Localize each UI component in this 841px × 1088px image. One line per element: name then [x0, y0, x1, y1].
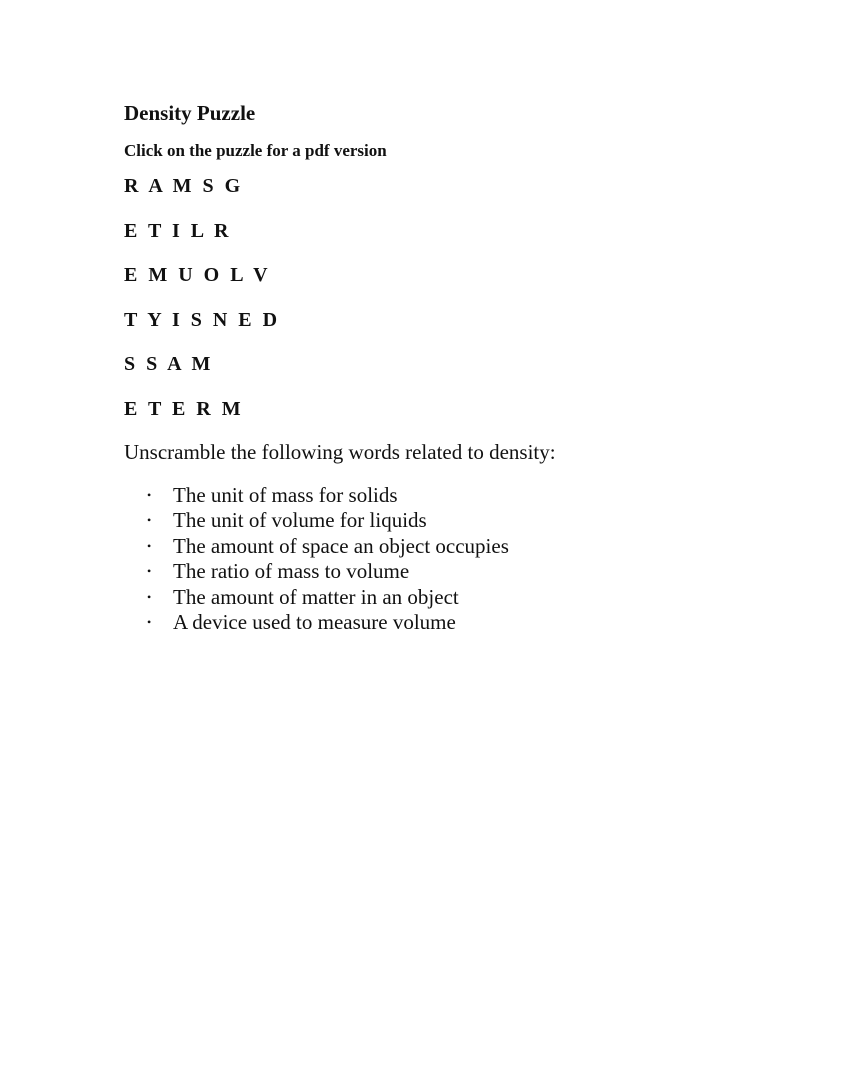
clue-item [124, 559, 764, 584]
clue-text: The ratio of mass to volume [173, 559, 410, 584]
bullet-icon: • [147, 488, 152, 502]
clue-text: The unit of volume for liquids [173, 508, 427, 533]
page-title: Density Puzzle [124, 101, 256, 125]
pdf-version-link-text[interactable]: Click on the puzzle for a pdf version [124, 141, 387, 160]
bullet-icon: • [147, 538, 152, 553]
clue-item [124, 508, 764, 533]
scrambled-word: T Y I S N E D [124, 308, 281, 331]
scrambled-word: S S A M [124, 353, 214, 375]
clue-text: The amount of space an object occupies [173, 533, 509, 558]
clue-item [124, 585, 764, 610]
bullet-icon: • [147, 564, 152, 579]
clue-item [124, 610, 764, 635]
instructions-text: Unscramble the following words related to density: [124, 440, 556, 464]
clue-text: The unit of mass for solids [173, 483, 398, 507]
puzzle-scrambled-words[interactable] [124, 174, 764, 421]
bullet-icon: • [147, 615, 152, 630]
clue-item [124, 483, 764, 508]
document-page [124, 98, 764, 635]
scrambled-word: E M U O L V [124, 264, 271, 286]
clue-list [124, 483, 764, 635]
clue-text: A device used to measure volume [173, 610, 456, 635]
scrambled-word: E T I L R [124, 219, 232, 242]
clue-text: The amount of matter in an object [173, 584, 459, 609]
clue-item [124, 534, 764, 559]
bullet-icon: • [147, 513, 152, 528]
scrambled-word: R A M S G [124, 175, 244, 197]
scrambled-word: E T E R M [124, 397, 244, 420]
bullet-icon: • [147, 589, 152, 604]
